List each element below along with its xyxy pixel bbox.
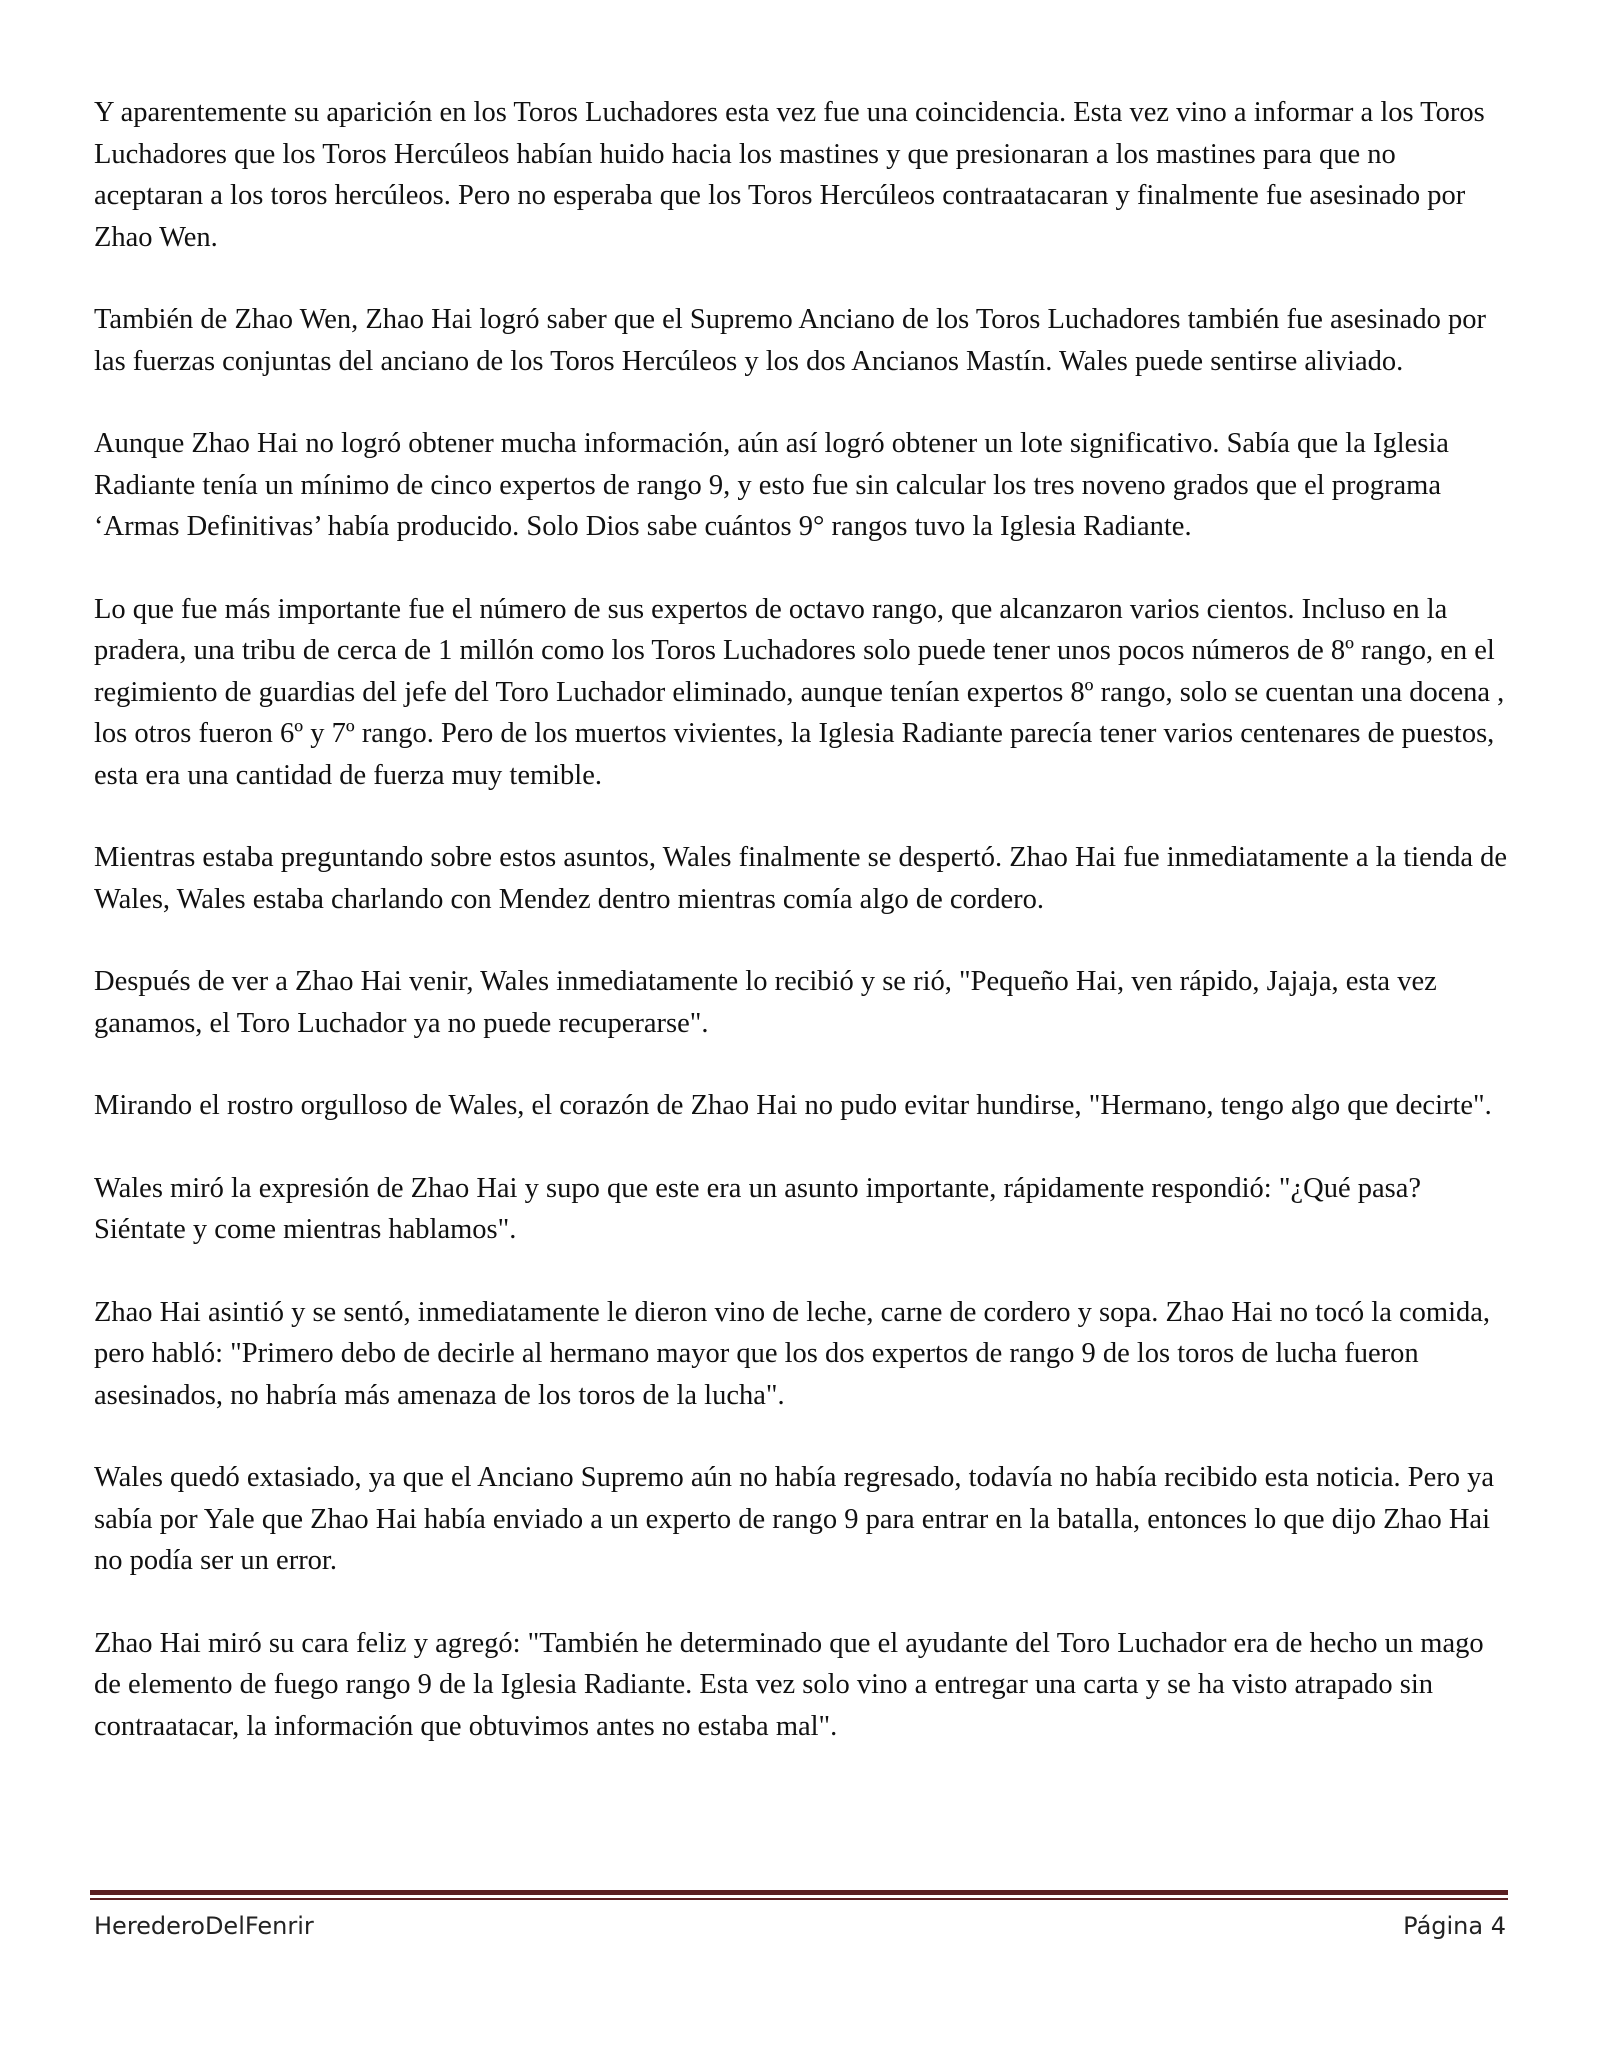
footer-row [90,1912,1508,1940]
document-body [94,92,1510,1788]
page-footer [90,1890,1508,1940]
footer-page-number: Página 4 [1403,1912,1506,1940]
paragraph: También de Zhao Wen, Zhao Hai logró saber que el Supremo Anciano de los Toros Luchadores también fue asesinado por las fuerzas conjuntas del anciano de los Toros Hercúleos y los dos Ancianos Mastín. Wales puede sentirse aliviado. [94,304,1486,377]
paragraph: Aunque Zhao Hai no logró obtener mucha información, aún así logró obtener un lote significativo. Sabía que la Iglesia Radiante tenía un mínimo de cinco expertos de rango 9, y esto fue sin calcular los tres noveno grados que el programa ‘Armas Definitivas’ había producido. Solo Dios sabe cuántos 9° rangos tuvo la Iglesia Radiante. [94,428,1449,542]
paragraph: Wales miró la expresión de Zhao Hai y supo que este era un asunto importante, rápidamente respondió: "¿Qué pasa? Siéntate y come mientras hablamos". [94,1172,1422,1245]
footer-author: HerederoDelFenrir [94,1912,314,1940]
paragraph: Después de ver a Zhao Hai venir, Wales inmediatamente lo recibió y se rió, "Pequeño Hai, ven rápido, Jajaja, esta vez ganamos, el Toro Luchador ya no puede recuperarse". [94,966,1437,1039]
footer-divider-thin [90,1898,1508,1900]
paragraph: Y aparentemente su aparición en los Toros Luchadores esta vez fue una coincidencia. Esta vez vino a informar a los Toros Luchadores que los Toros Hercúleos habían huido hacia los mastines y que presionaran a los mastines para que no aceptaran a los toros hercúleos. Pero no esperaba que los Toros Hercúleos contraatacaran y finalmente fue asesinado por Zhao Wen. [94,97,1485,253]
paragraph: Wales quedó extasiado, ya que el Anciano Supremo aún no había regresado, todavía no había recibido esta noticia. Pero ya sabía por Yale que Zhao Hai había enviado a un experto de rango 9 para entrar en la batalla, entonces lo que dijo Zhao Hai no podía ser un error. [94,1462,1495,1576]
paragraph: Zhao Hai miró su cara feliz y agregó: "También he determinado que el ayudante del Toro Luchador era de hecho un mago de elemento de fuego rango 9 de la Iglesia Radiante. Esta vez solo vino a entregar una carta y se ha visto atrapado sin contraatacar, la información que obtuvimos antes no estaba mal". [94,1627,1484,1742]
paragraph: Mirando el rostro orgulloso de Wales, el corazón de Zhao Hai no pudo evitar hundirse, "Hermano, tengo algo que decirte". [94,1090,1492,1121]
paragraph: Mientras estaba preguntando sobre estos asuntos, Wales finalmente se despertó. Zhao Hai fue inmediatamente a la tienda de Wales, Wales estaba charlando con Mendez dentro mientras comía algo de cordero. [94,842,1508,915]
paragraph: Lo que fue más importante fue el número de sus expertos de octavo rango, que alcanzaron varios cientos. Incluso en la pradera, una tribu de cerca de 1 millón como los Toros Luchadores solo puede tener unos pocos números de 8º rango, en el regimiento de guardias del jefe del Toro Luchador eliminado, aunque tenían expertos 8º rango, solo se cuentan una docena , los otros fueron 6º y 7º rango. Pero de los muertos vivientes, la Iglesia Radiante parecía tener varios centenares de puestos, esta era una cantidad de fuerza muy temible. [94,593,1505,791]
footer-divider-thick [90,1890,1508,1895]
paragraph: Zhao Hai asintió y se sentó, inmediatamente le dieron vino de leche, carne de cordero y sopa. Zhao Hai no tocó la comida, pero habló: "Primero debo de decirle al hermano mayor que los dos expertos de rango 9 de los toros de lucha fueron asesinados, no habría más amenaza de los toros de la lucha". [94,1296,1491,1411]
